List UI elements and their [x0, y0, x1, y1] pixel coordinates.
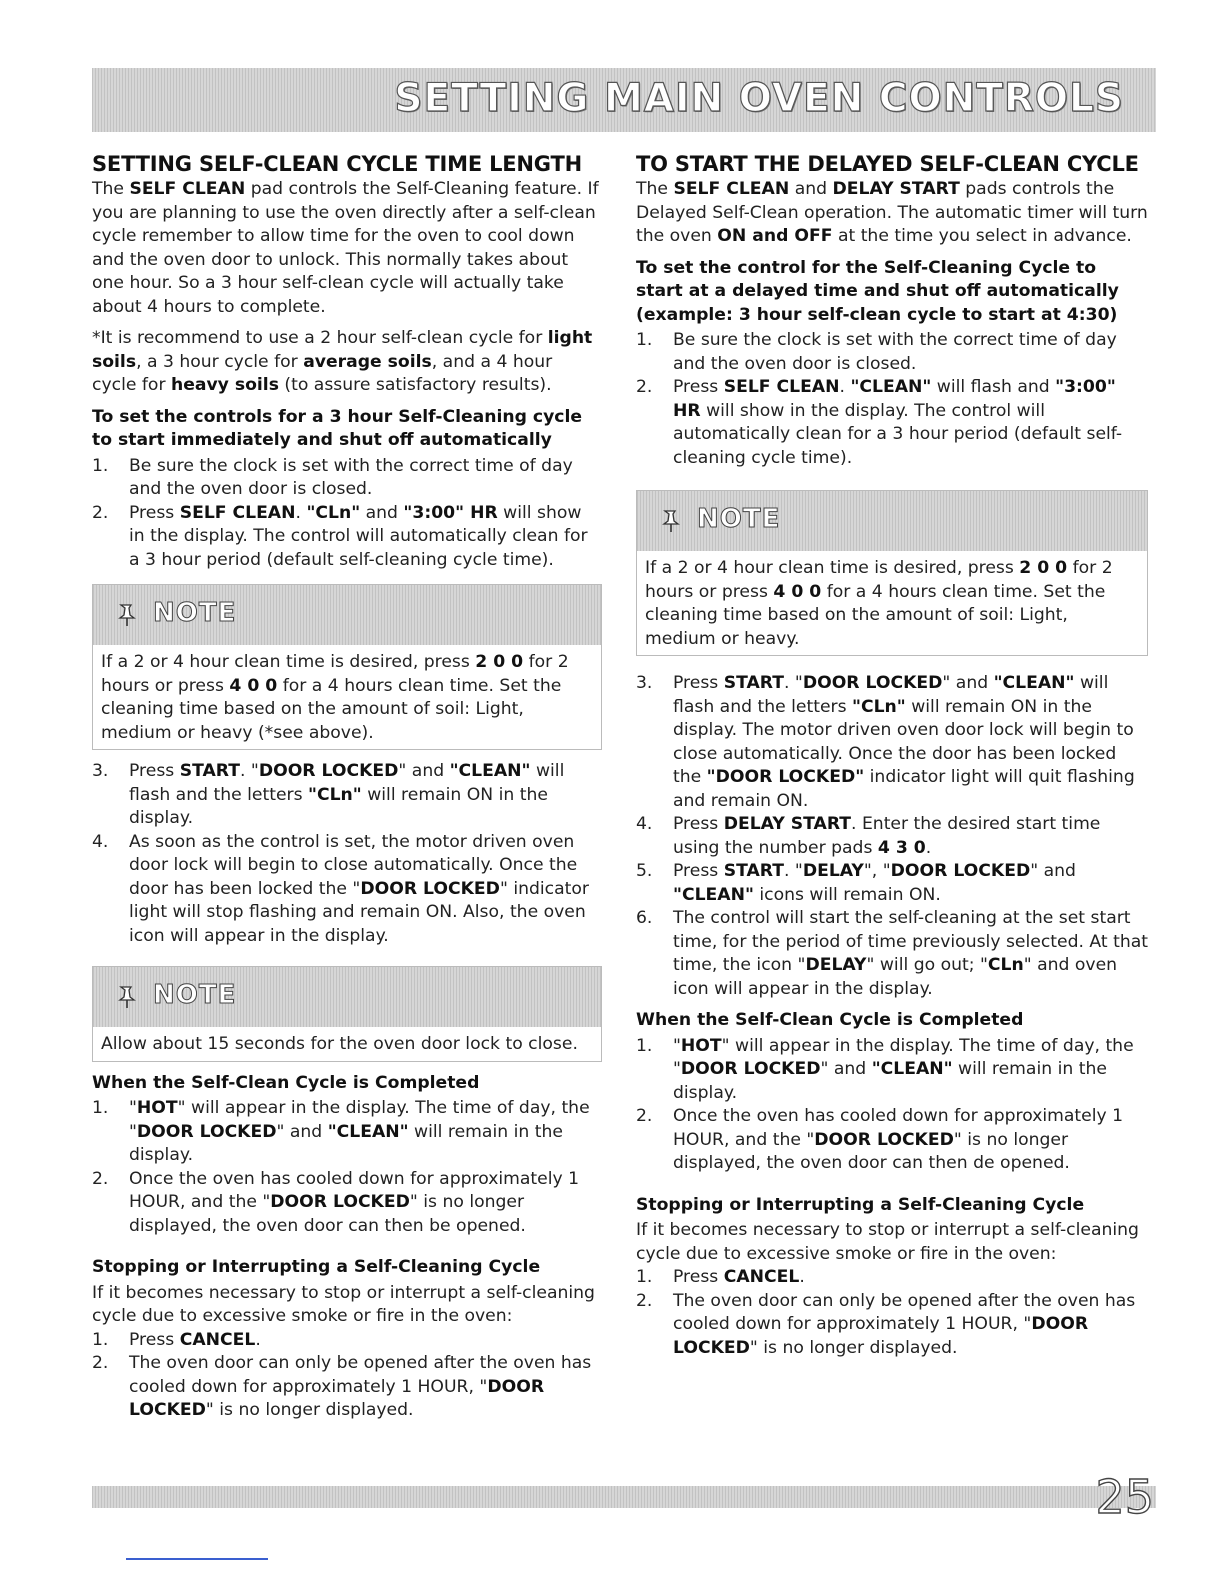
pushpin-icon [117, 603, 137, 627]
step-list [636, 1266, 1148, 1360]
list-text: The oven door can only be opened after the oven has cooled down for approximately 1 HOUR, "DOOR LOCKED" is no longer displayed. [129, 1353, 592, 1420]
list-number: 2. [636, 377, 653, 397]
page-number: 25 [1095, 1470, 1154, 1524]
left-column [92, 152, 602, 1429]
step-list [92, 1329, 602, 1423]
list-number: 1. [636, 1035, 653, 1056]
intro-paragraph: The SELF CLEAN pad controls the Self-Cleaning feature. If you are planning to use the oven directly after a self-clean cycle remember to allow time for the oven to cool down and the oven door to unlock. This normally takes about one hour. So a 3 hour self-clean cycle will actually take about 4 hours to complete. [92, 179, 599, 317]
pushpin-icon [661, 509, 681, 533]
list-text: Press CANCEL. [129, 1329, 261, 1350]
list-number: 2. [92, 502, 109, 523]
list-text: As soon as the control is set, the motor driven oven door lock will begin to close automatically. Once the door has been locked the "DOOR LOCKED" indicator light will stop flashing and remain ON. Also, the oven icon will appear in the display. [129, 831, 589, 946]
note-header [93, 585, 601, 645]
subheading: Stopping or Interrupting a Self-Cleaning Cycle [636, 1194, 1085, 1215]
list-number: 1. [636, 330, 653, 350]
note-label: NOTE [153, 598, 237, 628]
list-text: Be sure the clock is set with the correct time of day and the oven door is closed. [673, 330, 1117, 374]
note-text: Allow about 15 seconds for the oven door lock to close. [101, 1034, 578, 1054]
list-number: 2. [636, 1290, 653, 1311]
recommend-paragraph: *It is recommend to use a 2 hour self-clean cycle for light soils, a 3 hour cycle for average soils, and a 4 hour cycle for heavy soils (to assure satisfactory results). [92, 328, 593, 395]
list-number: 1. [92, 455, 109, 476]
note-text: If a 2 or 4 hour clean time is desired, press 2 0 0 for 2 hours or press 4 0 0 for a 4 hours clean time. Set the cleaning time based on the amount of soil: Light, medium or heavy. [645, 558, 1113, 649]
list-item [636, 1266, 1148, 1290]
list-item [636, 1290, 1148, 1361]
subheading: When the Self-Clean Cycle is Completed [636, 1010, 1024, 1030]
list-text: "HOT" will appear in the display. The time of day, the "DOOR LOCKED" and "CLEAN" will remain in the display. [673, 1035, 1134, 1103]
list-item [636, 860, 1148, 907]
list-item [636, 376, 1148, 470]
list-item [636, 813, 1148, 860]
step-list [636, 672, 1148, 1001]
list-text: Press START. "DOOR LOCKED" and "CLEAN" will flash and the letters "CLn" will remain ON in the display. [129, 761, 565, 828]
list-text: Press CANCEL. [673, 1267, 805, 1287]
list-item [636, 672, 1148, 813]
note-box [92, 584, 602, 750]
list-text: Press SELF CLEAN. "CLn" and "3:00" HR will show in the display. The control will automatically clean for a 3 hour period (default self-cleaning cycle time). [129, 502, 588, 570]
intro-paragraph: The SELF CLEAN and DELAY START pads controls the Delayed Self-Clean operation. The automatic timer will turn the oven ON and OFF at the time you select in advance. [636, 179, 1148, 246]
list-number: 1. [92, 1329, 109, 1350]
list-number: 1. [636, 1267, 653, 1287]
list-item [636, 907, 1148, 1001]
list-item [636, 1035, 1148, 1106]
list-number: 3. [92, 761, 109, 781]
pushpin-icon [117, 985, 137, 1009]
step-list [92, 1097, 602, 1238]
note-label: NOTE [153, 980, 237, 1010]
subheading: When the Self-Clean Cycle is Completed [92, 1072, 480, 1093]
list-number: 2. [636, 1106, 653, 1126]
note-header [93, 967, 601, 1027]
list-item [92, 1097, 602, 1168]
subheading: To set the controls for a 3 hour Self-Cleaning cycle to start immediately and shut off automatically [92, 406, 583, 450]
step-list [636, 1035, 1148, 1176]
list-item [92, 831, 602, 949]
list-number: 3. [636, 673, 653, 693]
list-item [92, 1329, 602, 1353]
blue-underline [126, 1558, 268, 1560]
step-list [92, 455, 602, 573]
note-box [92, 966, 602, 1062]
list-number: 6. [636, 908, 653, 928]
note-header [637, 491, 1147, 551]
list-number: 1. [92, 1098, 109, 1118]
note-label: NOTE [697, 504, 781, 534]
step-list [92, 760, 602, 948]
list-number: 2. [92, 1168, 109, 1189]
list-text: Press SELF CLEAN. "CLEAN" will flash and "3:00" HR will show in the display. The control will automatically clean for a 3 hour period (default self-cleaning cycle time). [673, 377, 1123, 468]
list-number: 4. [92, 831, 109, 852]
list-text: "HOT" will appear in the display. The time of day, the "DOOR LOCKED" and "CLEAN" will remain in the display. [129, 1098, 590, 1165]
subheading: To set the control for the Self-Cleaning Cycle to start at a delayed time and shut off automatically (example: 3 hour self-clean cycle to start at 4:30) [636, 257, 1119, 325]
step-list [636, 329, 1148, 470]
list-item [92, 455, 602, 502]
list-text: Press DELAY START. Enter the desired start time using the number pads 4 3 0. [673, 814, 1101, 858]
subheading: Stopping or Interrupting a Self-Cleaning Cycle [92, 1257, 541, 1277]
list-item [92, 760, 602, 831]
right-column [636, 152, 1148, 1366]
list-text: Once the oven has cooled down for approximately 1 HOUR, and the "DOOR LOCKED" is no longer displayed, the oven door can then de opened. [673, 1106, 1124, 1173]
list-text: Be sure the clock is set with the correct time of day and the oven door is closed. [129, 455, 573, 499]
list-text: Press START. "DELAY", "DOOR LOCKED" and "CLEAN" icons will remain ON. [673, 861, 1076, 905]
stop-intro: If it becomes necessary to stop or interrupt a self-cleaning cycle due to excessive smoke or fire in the oven: [636, 1220, 1139, 1264]
footer-bar [92, 1486, 1156, 1508]
list-text: The oven door can only be opened after the oven has cooled down for approximately 1 HOUR, "DOOR LOCKED" is no longer displayed. [673, 1290, 1136, 1358]
page-banner [92, 68, 1156, 132]
list-number: 5. [636, 861, 653, 881]
list-item [636, 329, 1148, 376]
list-text: The control will start the self-cleaning at the set start time, for the period of time previously selected. At that time, the icon "DELAY" will go out; "CLn" and oven icon will appear in the display. [673, 908, 1148, 999]
page-title: SETTING MAIN OVEN CONTROLS [394, 76, 1124, 121]
list-item [636, 1105, 1148, 1176]
list-item [92, 1168, 602, 1239]
list-text: Once the oven has cooled down for approximately 1 HOUR, and the "DOOR LOCKED" is no longer displayed, the oven door can then be opened. [129, 1168, 580, 1236]
section-heading: TO START THE DELAYED SELF-CLEAN CYCLE [636, 152, 1139, 176]
list-number: 2. [92, 1353, 109, 1373]
list-number: 4. [636, 814, 653, 834]
note-text: If a 2 or 4 hour clean time is desired, press 2 0 0 for 2 hours or press 4 0 0 for a 4 hours clean time. Set the cleaning time based on the amount of soil: Light, medium or heavy (*see above). [101, 652, 569, 743]
note-box [636, 490, 1148, 656]
list-text: Press START. "DOOR LOCKED" and "CLEAN" will flash and the letters "CLn" will remain ON in the display. The motor driven oven door lock will begin to close automatically. Once the door has been locked the "DOOR LOCKED" indicator light will quit flashing and remain ON. [673, 673, 1135, 811]
stop-intro: If it becomes necessary to stop or interrupt a self-cleaning cycle due to excessive smoke or fire in the oven: [92, 1282, 595, 1326]
section-heading: SETTING SELF-CLEAN CYCLE TIME LENGTH [92, 152, 582, 176]
list-item [92, 1352, 602, 1423]
list-item [92, 502, 602, 573]
